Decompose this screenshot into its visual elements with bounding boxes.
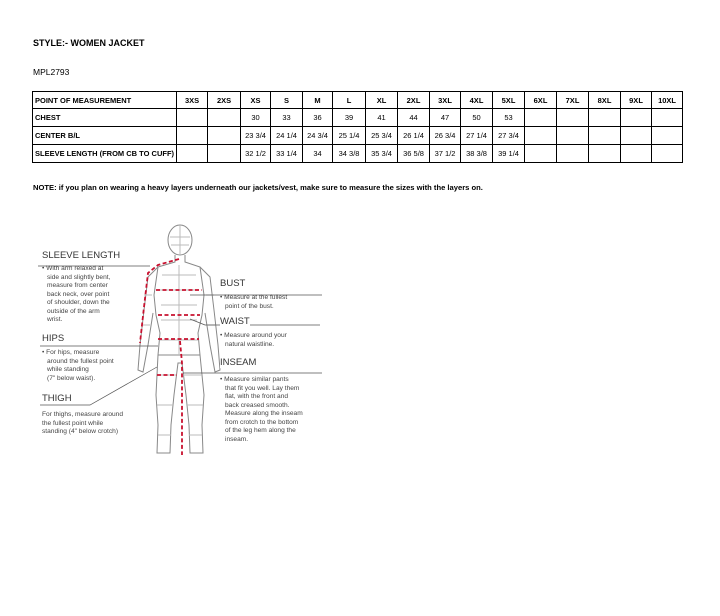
table-cell: 53 <box>493 109 525 127</box>
table-row <box>33 127 683 145</box>
table-cell <box>208 109 241 127</box>
header-cell: 9XL <box>621 92 652 109</box>
table-cell: 34 <box>303 145 333 163</box>
hips-line: (7" below waist). <box>47 374 96 382</box>
style-code: MPL2793 <box>33 67 70 77</box>
bust-heading: BUST <box>220 278 246 289</box>
sleeve-line: wrist. <box>47 316 63 323</box>
sleeve-length-heading: SLEEVE LENGTH <box>42 250 121 261</box>
bust-line: • Measure at the fullest <box>220 294 288 301</box>
table-cell: 24 1/4 <box>271 127 303 145</box>
table-cell <box>525 145 557 163</box>
header-cell: L <box>333 92 366 109</box>
inseam-line: flat, with the front and <box>225 393 289 400</box>
table-cell: 38 3/8 <box>461 145 493 163</box>
header-cell: POINT OF MEASUREMENT <box>33 92 177 109</box>
table-cell <box>177 145 208 163</box>
waist-leader <box>190 319 320 325</box>
header-cell: 3XS <box>177 92 208 109</box>
table-cell <box>557 145 589 163</box>
table-cell <box>525 127 557 145</box>
inseam-measure-line <box>180 341 182 455</box>
measurement-name-cell: SLEEVE LENGTH (FROM CB TO CUFF) <box>33 145 177 163</box>
measurement-name-cell: CENTER B/L <box>33 127 177 145</box>
table-cell: 30 <box>241 109 271 127</box>
bust-text <box>220 294 287 311</box>
waist-text <box>220 332 287 349</box>
figure-right-arm <box>200 267 220 372</box>
table-cell: 33 1/4 <box>271 145 303 163</box>
inseam-line: back creased smooth. <box>225 401 290 409</box>
table-cell <box>557 109 589 127</box>
table-row <box>33 109 683 127</box>
header-cell: 10XL <box>652 92 683 109</box>
sleeve-line: • With arm relaxed at <box>42 265 104 272</box>
table-cell: 26 3/4 <box>430 127 461 145</box>
table-cell: 47 <box>430 109 461 127</box>
inseam-heading: INSEAM <box>220 357 257 368</box>
table-cell: 23 3/4 <box>241 127 271 145</box>
header-cell: 8XL <box>589 92 621 109</box>
table-cell: 32 1/2 <box>241 145 271 163</box>
table-cell <box>557 127 589 145</box>
sleeve-length-text <box>42 265 110 325</box>
table-cell <box>652 145 683 163</box>
table-cell: 24 3/4 <box>303 127 333 145</box>
table-cell <box>208 127 241 145</box>
table-cell <box>621 127 652 145</box>
thigh-line: the fullest point while <box>42 419 104 427</box>
header-cell: 2XL <box>398 92 430 109</box>
table-cell <box>589 145 621 163</box>
hips-line: around the fullest point <box>47 357 114 365</box>
sleeve-line: of shoulder, down the <box>47 299 110 306</box>
header-cell: 6XL <box>525 92 557 109</box>
inseam-line: Measure along the inseam <box>225 410 303 417</box>
style-title: STYLE:- WOMEN JACKET <box>33 38 145 48</box>
thigh-line: For thighs, measure around <box>42 411 123 418</box>
thigh-text <box>42 411 123 437</box>
header-cell: 2XS <box>208 92 241 109</box>
table-cell: 27 3/4 <box>493 127 525 145</box>
header-cell: S <box>271 92 303 109</box>
table-cell: 34 3/8 <box>333 145 366 163</box>
bust-line: point of the bust. <box>225 302 274 310</box>
table-cell <box>177 109 208 127</box>
sleeve-line: back neck, over point <box>47 290 110 298</box>
inseam-line: inseam. <box>225 435 249 443</box>
header-cell: 7XL <box>557 92 589 109</box>
thigh-heading: THIGH <box>42 393 72 404</box>
hips-heading: HIPS <box>42 333 65 344</box>
table-cell: 27 1/4 <box>461 127 493 145</box>
measurement-name-cell: CHEST <box>33 109 177 127</box>
table-cell: 33 <box>271 109 303 127</box>
waist-line: • Measure around your <box>220 332 287 339</box>
inseam-line: • Measure similar pants <box>220 376 289 383</box>
header-cell: XS <box>241 92 271 109</box>
table-cell <box>589 109 621 127</box>
header-cell: XL <box>366 92 398 109</box>
inseam-line: of the leg hem along the <box>225 427 296 434</box>
table-cell: 39 1/4 <box>493 145 525 163</box>
table-cell: 39 <box>333 109 366 127</box>
layering-note: NOTE: if you plan on wearing a heavy layers underneath our jackets/vest, make sure to measure the sizes with the layers on. <box>33 183 483 192</box>
table-cell <box>621 109 652 127</box>
size-chart-table <box>32 91 683 163</box>
hips-line: • For hips, measure <box>42 349 100 356</box>
thigh-line: standing (4" below crotch) <box>42 428 119 435</box>
table-cell: 50 <box>461 109 493 127</box>
table-cell <box>652 109 683 127</box>
table-row <box>33 145 683 163</box>
figure-legs <box>156 355 204 453</box>
table-cell <box>208 145 241 163</box>
table-cell: 36 5/8 <box>398 145 430 163</box>
sleeve-line: outside of the arm <box>47 307 100 315</box>
inseam-line: from crotch to the bottom <box>225 418 299 426</box>
hips-line: while standing <box>47 366 89 373</box>
table-header-row <box>33 92 683 109</box>
figure-left-arm <box>138 267 158 372</box>
hips-text <box>42 349 114 383</box>
table-cell <box>589 127 621 145</box>
sleeve-line: measure from center <box>47 282 108 289</box>
waist-line: natural waistline. <box>225 340 275 348</box>
table-cell: 44 <box>398 109 430 127</box>
table-cell: 41 <box>366 109 398 127</box>
header-cell: M <box>303 92 333 109</box>
table-cell <box>652 127 683 145</box>
sleeve-line: side and slightly bent, <box>47 273 111 281</box>
inseam-line: that fit you well. Lay them <box>225 384 300 392</box>
table-cell: 26 1/4 <box>398 127 430 145</box>
table-cell: 35 3/4 <box>366 145 398 163</box>
table-cell: 36 <box>303 109 333 127</box>
measurement-guide <box>30 215 330 460</box>
inseam-text <box>220 376 303 444</box>
header-cell: 5XL <box>493 92 525 109</box>
table-cell <box>621 145 652 163</box>
table-cell <box>525 109 557 127</box>
header-cell: 4XL <box>461 92 493 109</box>
table-cell <box>177 127 208 145</box>
header-cell: 3XL <box>430 92 461 109</box>
table-cell: 25 1/4 <box>333 127 366 145</box>
table-cell: 37 1/2 <box>430 145 461 163</box>
waist-heading: WAIST <box>220 316 250 327</box>
table-cell: 25 3/4 <box>366 127 398 145</box>
